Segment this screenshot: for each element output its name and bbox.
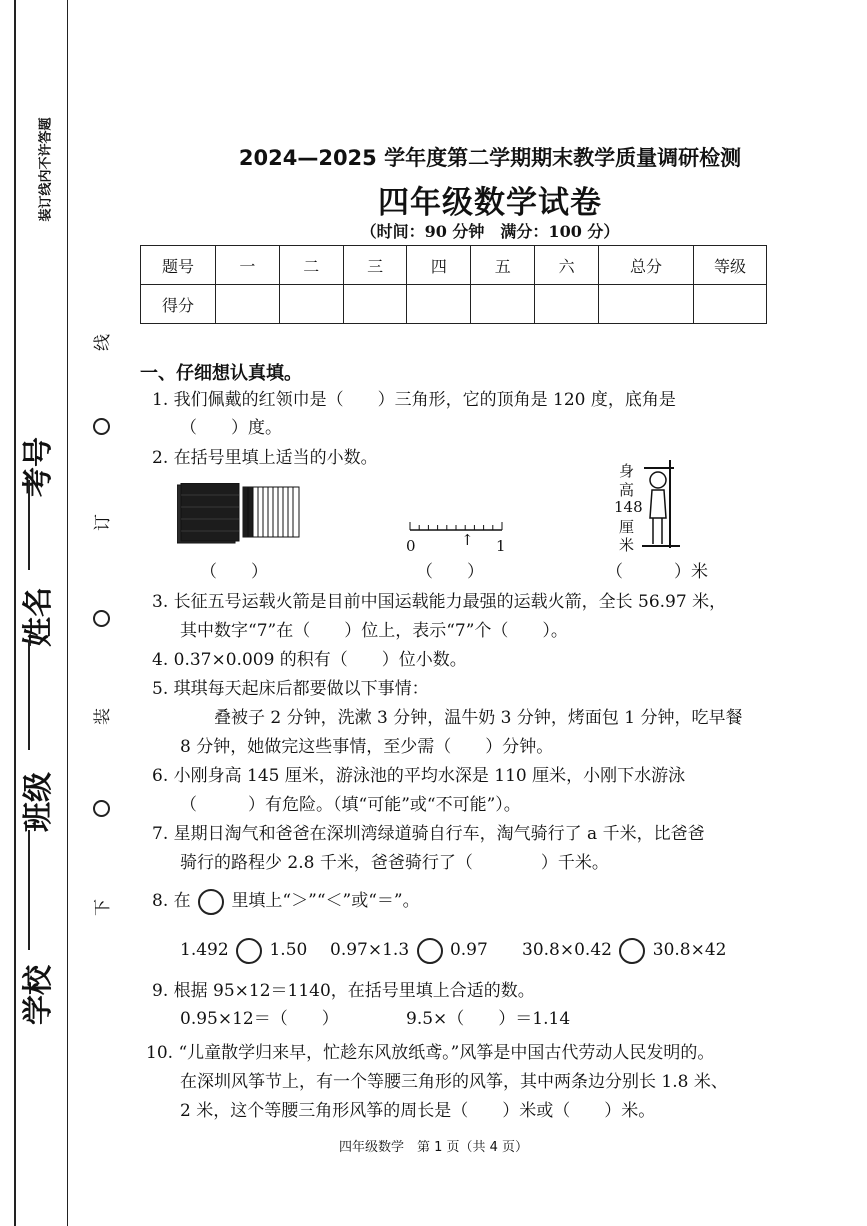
height-label-1: 身 [619,462,635,480]
question-8 [152,887,420,916]
score-cell[interactable] [407,285,471,324]
compare-circle-icon [198,889,224,915]
number-line-figure [406,516,506,540]
question-9-part-2: 9.5×（ ）＝1.14 [406,1009,571,1029]
binding-char-order: 订 [93,514,113,531]
height-label-3: 148 [614,498,643,516]
question-5-line-3: 8 分钟，她做完这些事情，至少需（ ）分钟。 [180,737,554,757]
question-7-line-1: 7. 星期日淘气和爸爸在深圳湾绿道骑自行车，淘气骑行了 a 千米，比爸爸 [152,824,705,844]
score-table-score-row [141,285,767,324]
question-8-suffix: 里填上“＞”“＜”或“＝”。 [231,891,420,911]
binding-char-line: 线 [93,334,113,351]
question-5-line-2: 叠被子 2 分钟，洗漱 3 分钟，温牛奶 3 分钟，烤面包 1 分钟，吃早餐 [214,708,743,728]
question-1-line-1: 1. 我们佩戴的红领巾是（ ）三角形，它的顶角是 120 度，底角是 [152,390,676,410]
question-9-part-1: 0.95×12＝（ ） [180,1009,339,1029]
margin-warning: 装订线内不许答题 [38,117,54,222]
margin-label-exam-number: 考号 [21,437,56,497]
question-8-item-2 [330,936,488,965]
height-label-5: 米 [619,536,635,554]
compare-circle-icon[interactable] [417,938,443,964]
question-1-line-2: （ ）度。 [180,418,282,438]
score-header-cell: 一 [216,246,280,285]
question-8-item-3 [522,936,727,965]
binding-circle [93,800,110,817]
score-cell[interactable] [471,285,535,324]
compare-right: 0.97 [449,940,488,960]
score-cell[interactable] [279,285,343,324]
score-cell[interactable] [535,285,599,324]
question-2: 2. 在括号里填上适当的小数。 [152,448,378,468]
binding-circle [93,418,110,435]
compare-circle-icon[interactable] [619,938,645,964]
q2-blank-2[interactable]: （ ） [416,562,484,582]
margin-label-name: 姓名 [21,587,56,647]
margin-label-school: 学校 [21,965,56,1025]
question-10-line-3: 2 米，这个等腰三角形风筝的周长是（ ）米或（ ）米。 [180,1101,656,1121]
question-4: 4. 0.37×0.009 的积有（ ）位小数。 [152,650,467,670]
class-underline [28,640,30,750]
compare-left: 0.97×1.3 [330,940,410,960]
score-header-cell: 四 [407,246,471,285]
score-cell[interactable] [216,285,280,324]
binding-char-bind: 装 [93,708,113,725]
question-5-line-1: 5. 琪琪每天起床后都要做以下事情： [152,679,429,699]
number-line-start: 0 [406,537,416,555]
compare-left: 30.8×0.42 [522,940,612,960]
binding-margin [0,0,125,1226]
exam-title: 2024—2025 学年度第二学期期末教学质量调研检测 [238,146,742,170]
compare-left: 1.492 [180,940,229,960]
question-6-line-1: 6. 小刚身高 145 厘米，游泳池的平均水深是 110 厘米，小刚下水游泳 [152,766,686,786]
number-line-end: 1 [496,537,506,555]
score-header-cell: 六 [535,246,599,285]
score-header-cell: 题号 [141,246,216,285]
score-header-cell: 五 [471,246,535,285]
school-underline [28,830,30,950]
height-label-2: 高 [619,481,635,499]
question-9: 9. 根据 95×12＝1140，在括号里填上合适的数。 [152,981,535,1001]
question-8-prefix: 8. 在 [152,891,191,911]
score-header-cell: 总分 [599,246,694,285]
question-6-line-2: （ ）有危险。（填“可能”或“不可能”）。 [180,795,521,815]
binding-char-below: 下 [93,899,113,916]
score-header-cell: 等级 [694,246,767,285]
exam-info: （时间：90 分钟 满分：100 分） [360,222,620,241]
margin-label-class: 班级 [21,772,56,832]
binding-circle [93,610,110,627]
paper-title: 四年级数学试卷 [378,185,602,221]
compare-right: 30.8×42 [652,940,727,960]
question-7-line-2: 骑行的路程少 2.8 千米，爸爸骑行了（ ）千米。 [180,853,609,873]
number-line-arrow: ↑ [461,531,474,549]
score-header-cell: 二 [279,246,343,285]
height-label-4: 厘 [619,518,635,536]
score-cell[interactable] [694,285,767,324]
child-height-figure [640,458,682,552]
question-10-line-2: 在深圳风筝节上，有一个等腰三角形的风筝，其中两条边分别长 1.8 米、 [180,1072,728,1092]
section-title: 一、仔细想认真填。 [140,363,302,384]
score-header-cell: 三 [343,246,407,285]
question-3-line-1: 3. 长征五号运载火箭是目前中国运载能力最强的运载火箭，全长 56.97 米， [152,592,727,612]
compare-circle-icon[interactable] [236,938,262,964]
decimal-grid-figure [177,483,303,551]
score-table [140,245,767,324]
question-3-line-2: 其中数字“7”在（ ）位上，表示“7”个（ ）。 [180,621,568,641]
question-10-line-1: 10. “儿童散学归来早，忙趁东风放纸鸢。”风筝是中国古代劳动人民发明的。 [146,1043,715,1063]
q2-blank-1[interactable]: （ ） [200,562,268,582]
page-footer: 四年级数学 第 1 页（共 4 页） [338,1140,529,1155]
question-8-item-1 [180,936,307,965]
name-underline [28,480,30,570]
score-table-header-row [141,246,767,285]
margin-line-inner [67,0,68,1226]
score-cell[interactable] [343,285,407,324]
q2-blank-3[interactable]: （ ）米 [606,562,708,582]
compare-right: 1.50 [269,940,308,960]
score-cell[interactable] [599,285,694,324]
score-row-label: 得分 [141,285,216,324]
